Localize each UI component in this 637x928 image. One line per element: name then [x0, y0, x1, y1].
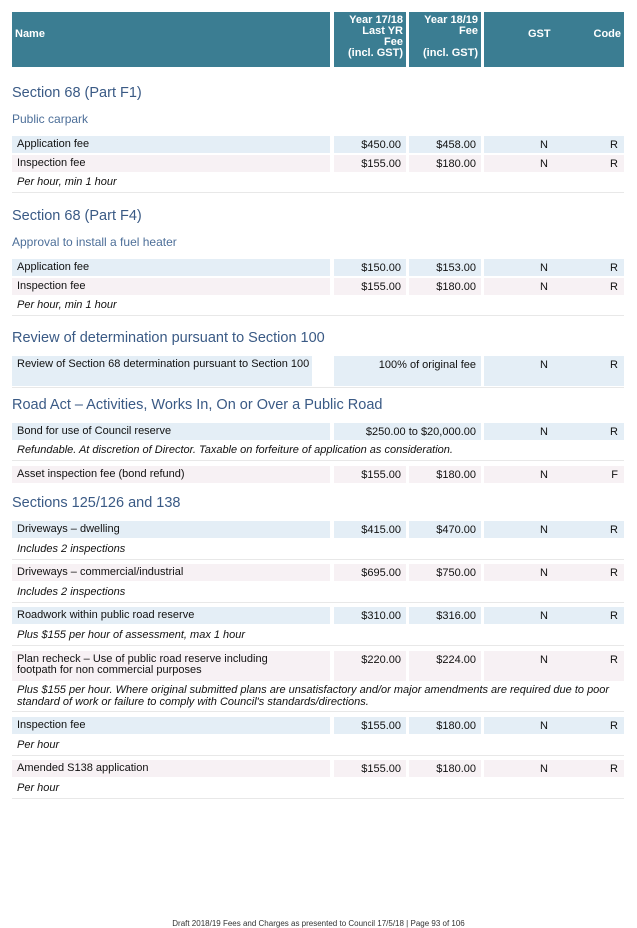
section-title: Road Act – Activities, Works In, On or Over a Public Road	[12, 397, 383, 413]
divider	[12, 645, 624, 646]
divider	[12, 192, 624, 193]
divider	[12, 315, 624, 316]
header-gst: GST	[528, 28, 551, 40]
row-note: Per hour	[17, 782, 60, 794]
divider	[12, 798, 624, 799]
row-note: Per hour, min 1 hour	[17, 176, 117, 188]
divider	[12, 602, 624, 603]
table-row: Inspection fee $155.00 $180.00 N R	[12, 155, 624, 172]
table-row: Driveways – commercial/industrial $695.00 $750.00 N R	[12, 564, 624, 581]
header-code: Code	[593, 28, 621, 40]
table-row: Plan recheck – Use of public road reserve including footpath for non commercial purposes $220.00 $224.00 N R	[12, 651, 624, 681]
table-row: Application fee $150.00 $153.00 N R	[12, 259, 624, 276]
divider	[12, 711, 624, 712]
header-current-year-fee: Year 18/19 Fee (incl. GST)	[409, 12, 481, 67]
table-row: Inspection fee $155.00 $180.00 N R	[12, 278, 624, 295]
row-note: Plus $155 per hour. Where original submitted plans are unsatisfactory and/or major amendments are required due to poor standard of work or failure to comply with Council's standards/directions.	[17, 684, 610, 708]
header-gst-code	[484, 12, 624, 67]
row-note: Per hour, min 1 hour	[17, 299, 117, 311]
table-row: Bond for use of Council reserve $250.00 to $20,000.00 N R	[12, 423, 624, 440]
row-note: Per hour	[17, 739, 60, 751]
table-row: Roadwork within public road reserve $310.00 $316.00 N R	[12, 607, 624, 624]
section-subtitle: Approval to install a fuel heater	[12, 235, 177, 249]
table-row: Asset inspection fee (bond refund) $155.00 $180.00 N F	[12, 466, 624, 483]
row-note: Includes 2 inspections	[17, 586, 126, 598]
header-last-year-fee: Year 17/18 Last YR Fee (incl. GST)	[334, 12, 406, 67]
table-row: Review of Section 68 determination pursuant to Section 100 100% of original fee N R	[12, 356, 624, 386]
row-note: Refundable. At discretion of Director. Taxable on forfeiture of application as consideration.	[17, 444, 453, 456]
table-row: Driveways – dwelling $415.00 $470.00 N R	[12, 521, 624, 538]
page-footer: Draft 2018/19 Fees and Charges as presented to Council 17/5/18 | Page 93 of 106	[172, 919, 465, 928]
section-title: Review of determination pursuant to Section 100	[12, 330, 325, 346]
section-title: Sections 125/126 and 138	[12, 495, 181, 511]
table-row: Application fee $450.00 $458.00 N R	[12, 136, 624, 153]
table-row: Inspection fee $155.00 $180.00 N R	[12, 717, 624, 734]
divider	[12, 559, 624, 560]
section-title: Section 68 (Part F4)	[12, 208, 142, 224]
divider	[12, 387, 624, 388]
row-note: Includes 2 inspections	[17, 543, 126, 555]
fee-table-page	[12, 12, 624, 794]
table-header	[12, 12, 624, 67]
row-note: Plus $155 per hour of assessment, max 1 hour	[17, 629, 246, 641]
section-subtitle: Public carpark	[12, 112, 89, 126]
section-title: Section 68 (Part F1)	[12, 85, 142, 101]
divider	[12, 460, 624, 461]
divider	[12, 755, 624, 756]
table-row: Amended S138 application $155.00 $180.00 N R	[12, 760, 624, 777]
header-name: Name	[12, 12, 330, 67]
